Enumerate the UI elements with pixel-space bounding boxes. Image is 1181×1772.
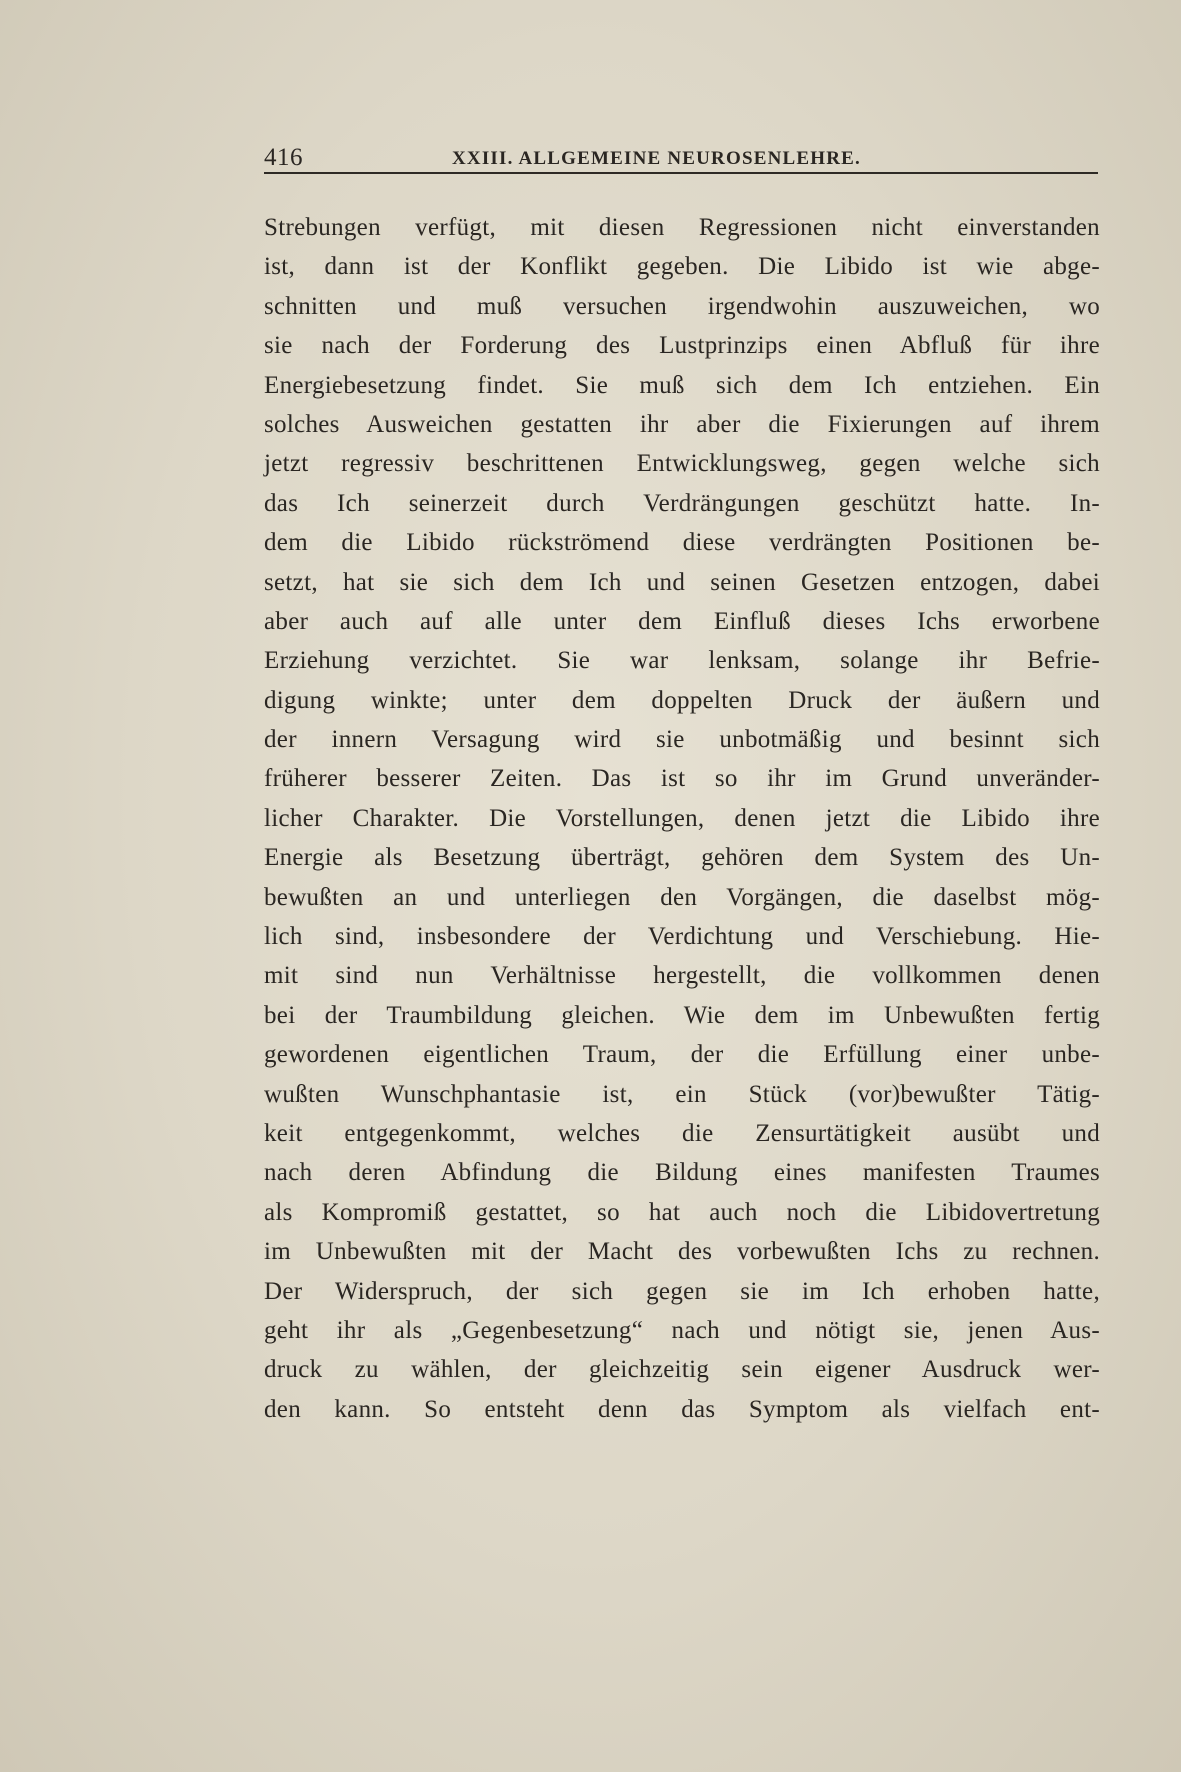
text-line: bei der Traumbildung gleichen. Wie dem im Unbewußten fertig: [264, 1001, 1100, 1029]
text-line: Der Widerspruch, der sich gegen sie im Ich erhoben hatte,: [264, 1277, 1100, 1305]
text-line: Energie als Besetzung überträgt, gehören dem System des Un-: [264, 844, 1100, 872]
text-line: sie nach der Forderung des Lustprinzips einen Abfluß für ihre: [264, 332, 1100, 360]
page-header: [264, 144, 1100, 180]
text-line: lich sind, insbesondere der Verdichtung und Verschiebung. Hie-: [264, 923, 1100, 951]
text-line: früherer besserer Zeiten. Das ist so ihr im Grund unveränder-: [264, 765, 1100, 793]
text-line: digung winkte; unter dem doppelten Druck der äußern und: [264, 686, 1100, 714]
text-line: der innern Versagung wird sie unbotmäßig und besinnt sich: [264, 726, 1100, 754]
text-line: wußten Wunschphantasie ist, ein Stück (vor)bewußter Tätig-: [264, 1080, 1100, 1108]
text-line: solches Ausweichen gestatten ihr aber die Fixierungen auf ihrem: [264, 410, 1100, 438]
body-text: [264, 208, 1100, 1429]
text-line: Energiebesetzung findet. Sie muß sich dem Ich entziehen. Ein: [264, 371, 1100, 399]
text-line: den kann. So entsteht denn das Symptom als vielfach ent-: [264, 1395, 1100, 1423]
text-line: ist, dann ist der Konflikt gegeben. Die Libido ist wie abge-: [264, 253, 1100, 281]
text-line: bewußten an und unterliegen den Vorgängen, die daselbst mög-: [264, 883, 1100, 911]
text-line: setzt, hat sie sich dem Ich und seinen Gesetzen entzogen, dabei: [264, 568, 1100, 596]
text-line: aber auch auf alle unter dem Einfluß dieses Ichs erworbene: [264, 607, 1100, 635]
running-title: XXIII. ALLGEMEINE NEUROSENLEHRE.: [452, 148, 861, 169]
text-line: mit sind nun Verhältnisse hergestellt, die vollkommen denen: [264, 962, 1100, 990]
header-rule: [264, 172, 1098, 174]
text-line: keit entgegenkommt, welches die Zensurtätigkeit ausübt und: [264, 1119, 1100, 1147]
text-line: geht ihr als „Gegenbesetzung“ nach und nötigt sie, jenen Aus-: [264, 1316, 1100, 1344]
page-number: 416: [264, 144, 303, 171]
text-line: Strebungen verfügt, mit diesen Regressionen nicht einverstanden: [264, 214, 1100, 241]
text-line: Erziehung verzichtet. Sie war lenksam, solange ihr Befrie-: [264, 647, 1100, 675]
text-line: dem die Libido rückströmend diese verdrängten Positionen be-: [264, 529, 1100, 557]
text-line: druck zu wählen, der gleichzeitig sein eigener Ausdruck wer-: [264, 1356, 1100, 1384]
text-line: im Unbewußten mit der Macht des vorbewußten Ichs zu rechnen.: [264, 1238, 1100, 1266]
text-line: gewordenen eigentlichen Traum, der die Erfüllung einer unbe-: [264, 1041, 1100, 1069]
text-line: nach deren Abfindung die Bildung eines manifesten Traumes: [264, 1159, 1100, 1187]
text-line: als Kompromiß gestattet, so hat auch noch die Libidovertretung: [264, 1198, 1100, 1226]
text-line: das Ich seinerzeit durch Verdrängungen geschützt hatte. In-: [264, 489, 1100, 517]
text-line: schnitten und muß versuchen irgendwohin auszuweichen, wo: [264, 292, 1100, 320]
text-line: licher Charakter. Die Vorstellungen, denen jetzt die Libido ihre: [264, 804, 1100, 832]
text-line: jetzt regressiv beschrittenen Entwicklungsweg, gegen welche sich: [264, 450, 1100, 478]
